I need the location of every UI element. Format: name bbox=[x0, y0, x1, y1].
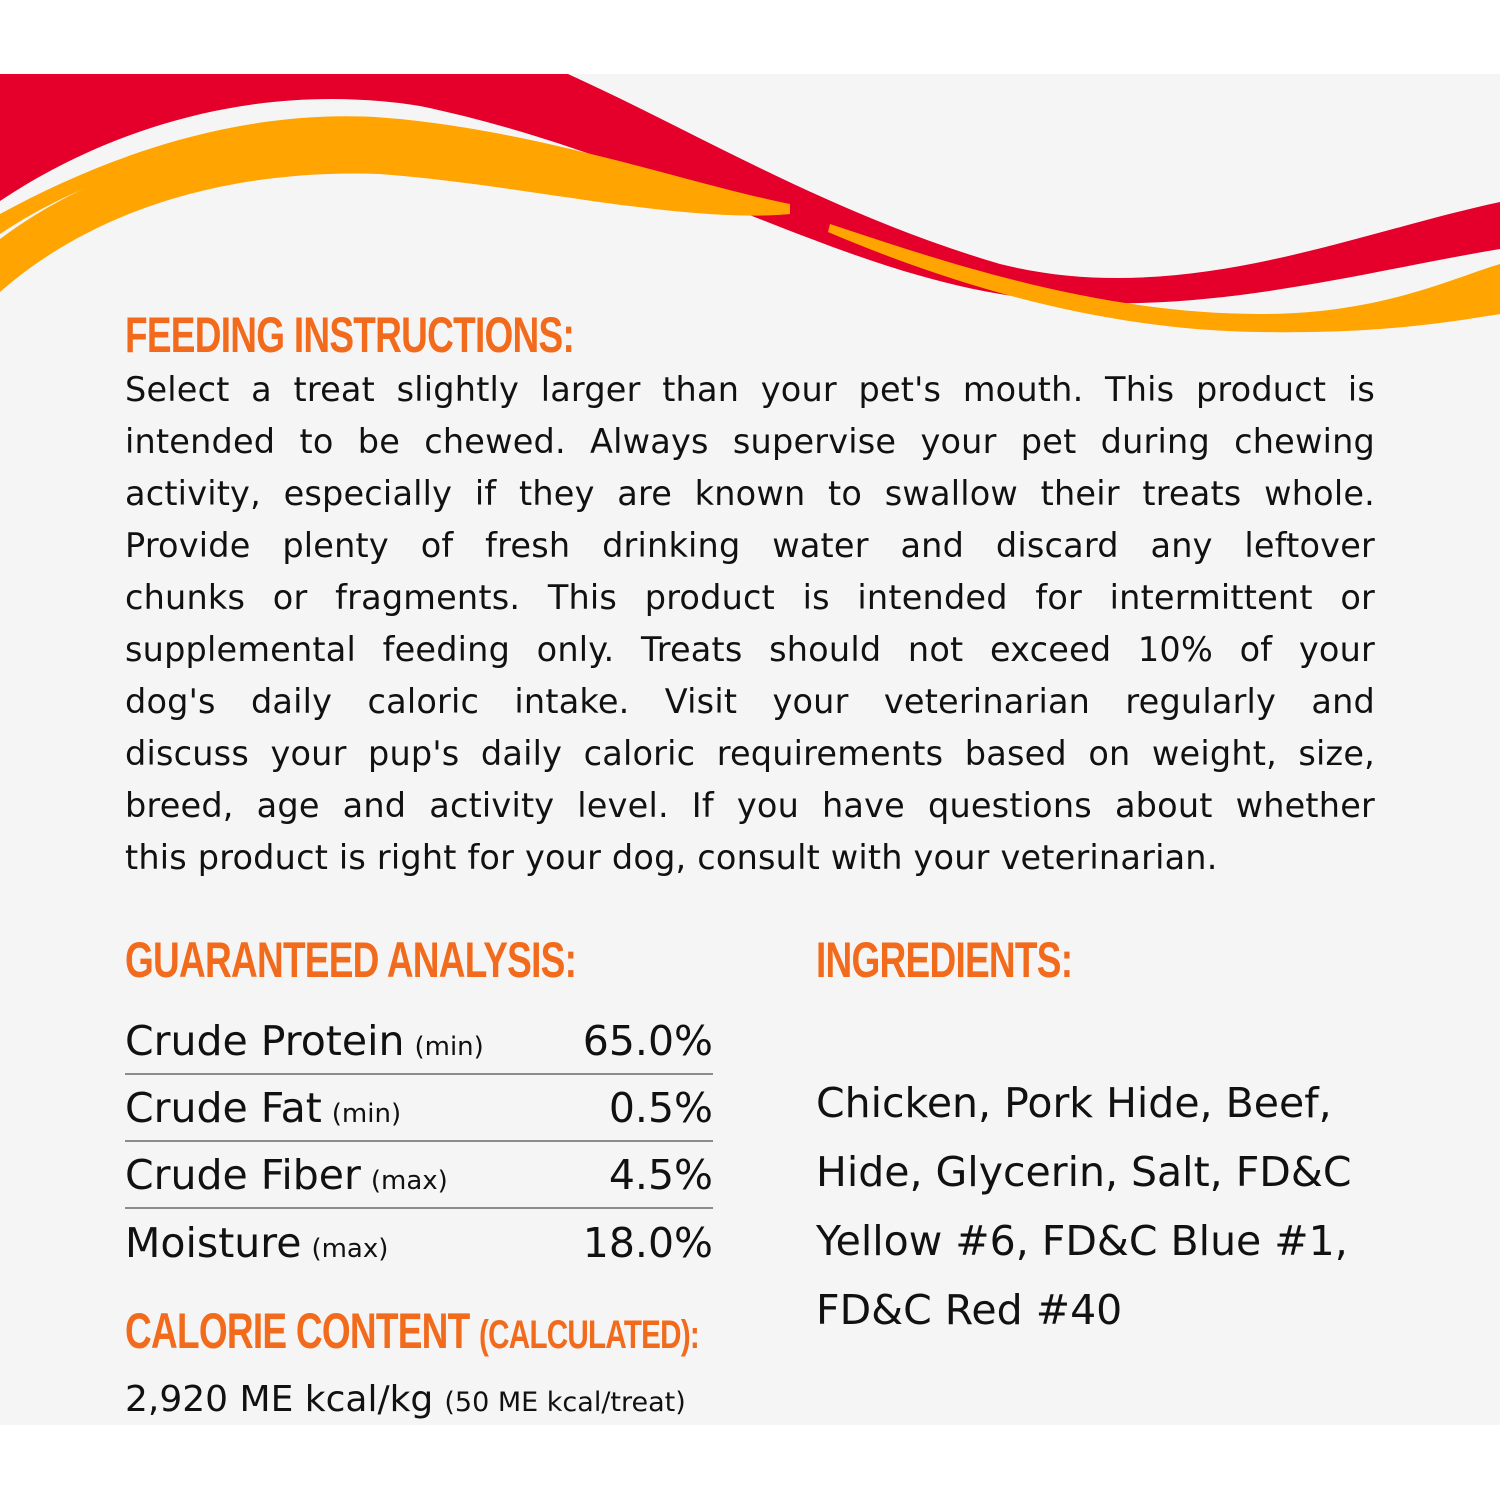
paragraph-line: supplemental feeding only. Treats should not exceed 10% of your bbox=[125, 630, 1375, 669]
calorie-content-value bbox=[125, 1379, 686, 1420]
nutrient-qualifier: (min) bbox=[414, 1031, 484, 1062]
nutrient-qualifier: (max) bbox=[370, 1165, 448, 1196]
paragraph-line: this product is right for your dog, consult with your veterinarian. bbox=[125, 838, 1218, 877]
nutrient-value: 0.5% bbox=[608, 1083, 713, 1132]
ingredients-line: Chicken, Pork Hide, Beef, bbox=[816, 1079, 1332, 1127]
ingredients-list bbox=[816, 1069, 1376, 1345]
label-panel bbox=[0, 74, 1500, 1425]
ingredients-line: Hide, Glycerin, Salt, FD&C bbox=[816, 1148, 1352, 1196]
nutrient-value: 18.0% bbox=[582, 1218, 713, 1267]
nutrient-qualifier: (min) bbox=[331, 1098, 402, 1129]
paragraph-line: dog's daily caloric intake. Visit your veterinarian regularly and bbox=[125, 682, 1375, 721]
nutrient-value: 65.0% bbox=[582, 1016, 713, 1065]
table-row bbox=[125, 1008, 713, 1075]
nutrient-name: Crude Fat bbox=[125, 1083, 322, 1132]
ingredients-line: FD&C Red #40 bbox=[816, 1286, 1123, 1334]
calorie-per-kg: 2,920 ME kcal/kg bbox=[125, 1379, 434, 1420]
nutrient-label bbox=[125, 1219, 388, 1267]
table-row bbox=[125, 1209, 713, 1276]
paragraph-line: Provide plenty of fresh drinking water and discard any leftover bbox=[125, 526, 1375, 565]
calorie-content-heading bbox=[125, 1302, 699, 1360]
paragraph-line: activity, especially if they are known to swallow their treats whole. bbox=[125, 474, 1375, 513]
nutrient-label bbox=[125, 1017, 484, 1065]
paragraph-line: discuss your pup's daily caloric requirements based on weight, size, bbox=[125, 734, 1375, 773]
paragraph-line: intended to be chewed. Always supervise your pet during chewing bbox=[125, 422, 1375, 461]
guaranteed-analysis-table bbox=[125, 1008, 713, 1276]
feeding-instructions-heading: FEEDING INSTRUCTIONS: bbox=[125, 307, 575, 363]
ingredients-line: Yellow #6, FD&C Blue #1, bbox=[816, 1217, 1348, 1265]
paragraph-line: breed, age and activity level. If you have questions about whether bbox=[125, 786, 1375, 825]
wave-swoosh-banner-icon bbox=[0, 74, 1500, 334]
calorie-heading-sub: (CALCULATED): bbox=[479, 1313, 700, 1357]
calorie-heading-main: CALORIE CONTENT bbox=[125, 1303, 470, 1359]
ingredients-heading: INGREDIENTS: bbox=[816, 932, 1073, 988]
feeding-instructions-text bbox=[125, 364, 1375, 884]
guaranteed-analysis-heading: GUARANTEED ANALYSIS: bbox=[125, 932, 577, 988]
nutrient-value: 4.5% bbox=[608, 1150, 713, 1199]
nutrient-label bbox=[125, 1084, 401, 1132]
table-row bbox=[125, 1142, 713, 1209]
paragraph-line: Select a treat slightly larger than your pet's mouth. This product is bbox=[125, 370, 1375, 409]
table-row bbox=[125, 1075, 713, 1142]
paragraph-line: chunks or fragments. This product is intended for intermittent or bbox=[125, 578, 1375, 617]
calorie-per-treat: (50 ME kcal/treat) bbox=[444, 1387, 686, 1418]
nutrient-label bbox=[125, 1151, 448, 1199]
nutrient-name: Crude Protein bbox=[125, 1016, 405, 1065]
nutrient-name: Crude Fiber bbox=[125, 1150, 361, 1199]
nutrient-qualifier: (max) bbox=[311, 1233, 389, 1264]
nutrient-name: Moisture bbox=[125, 1218, 302, 1267]
